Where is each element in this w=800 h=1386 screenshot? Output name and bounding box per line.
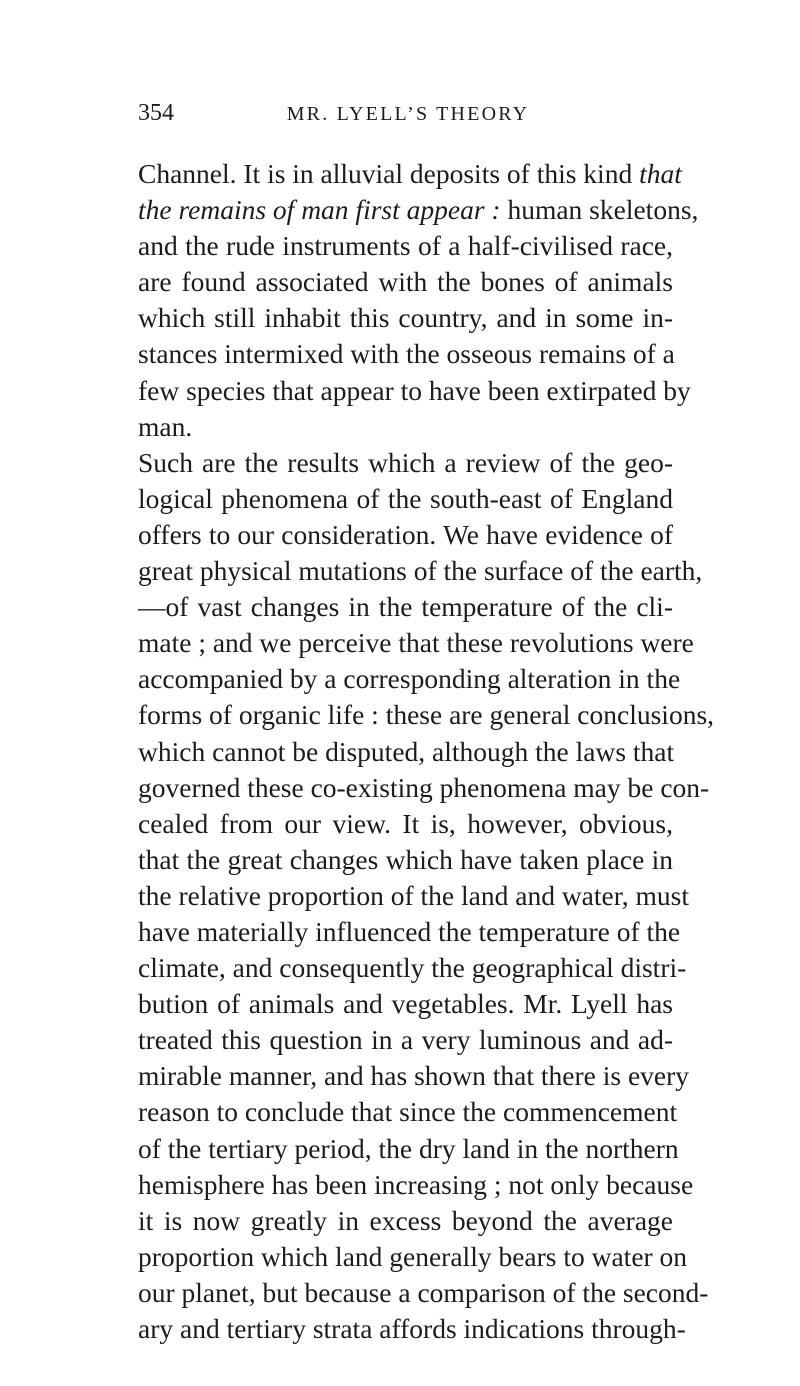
- text-line: and the rude instruments of a half-civilised race,: [138, 230, 673, 262]
- text-line: forms of organic life : these are general conclusions,: [138, 699, 715, 731]
- text-line: that the great changes which have taken place in: [138, 843, 673, 875]
- text-line: mirable manner, and has shown that there is every: [138, 1060, 690, 1092]
- text-line: cealed from our view. It is, however, obvious,: [138, 807, 673, 839]
- text-line: Such are the results which a review of the geo-: [138, 446, 673, 478]
- text-line: have materially influenced the temperature of the: [138, 915, 681, 947]
- text-line: man.: [138, 410, 193, 442]
- page-header: [138, 98, 678, 138]
- text-line: it is now greatly in excess beyond the average: [138, 1204, 673, 1236]
- text-line: offers to our consideration. We have evidence of: [138, 518, 673, 550]
- text-line: mate ; and we perceive that these revolutions were: [138, 627, 694, 659]
- text-line: which still inhabit this country, and in some in-: [138, 302, 673, 334]
- text-line: ary and tertiary strata affords indications through-: [138, 1313, 686, 1344]
- running-head: MR. LYELL’S THEORY: [286, 103, 530, 125]
- text-line: logical phenomena of the south-east of England: [138, 482, 673, 514]
- text-line: great physical mutations of the surface of the earth,: [138, 555, 703, 587]
- text-line: our planet, but because a comparison of the second-: [138, 1276, 709, 1308]
- text-line: hemisphere has been increasing ; not only because: [138, 1168, 694, 1200]
- text-line: stances intermixed with the osseous remains of a: [138, 338, 675, 370]
- text-line: which cannot be disputed, although the laws that: [138, 735, 675, 767]
- text-line: climate, and consequently the geographical distri-: [138, 952, 687, 984]
- body-text: [138, 156, 715, 1347]
- text-line: governed these co-existing phenomena may be con-: [138, 771, 710, 803]
- page-number: 354: [138, 100, 174, 126]
- text-line: few species that appear to have been extirpated by: [138, 374, 691, 406]
- text-line: the remains of man first appear : human skeletons,: [138, 194, 699, 226]
- text-line: accompanied by a corresponding alteration in the: [138, 663, 681, 695]
- text-line: bution of animals and vegetables. Mr. Lyell has: [138, 988, 673, 1020]
- text-line: Channel. It is in alluvial deposits of this kind that: [138, 158, 682, 189]
- text-line: of the tertiary period, the dry land in the northern: [138, 1132, 679, 1164]
- text-line: proportion which land generally bears to water on: [138, 1240, 688, 1272]
- text-line: the relative proportion of the land and water, must: [138, 879, 690, 911]
- text-line: are found associated with the bones of animals: [138, 266, 673, 298]
- text-line: reason to conclude that since the commencement: [138, 1096, 678, 1128]
- text-line: treated this question in a very luminous and ad-: [138, 1024, 673, 1056]
- text-line: —of vast changes in the temperature of the cli-: [138, 591, 673, 623]
